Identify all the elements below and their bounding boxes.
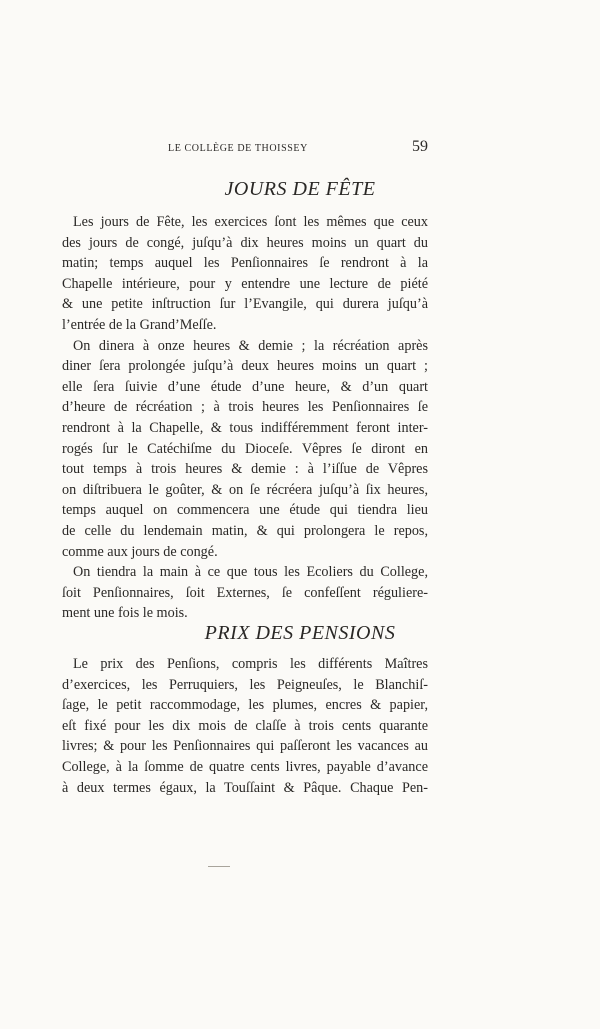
text-line: ment une fois le mois. — [62, 605, 188, 622]
text-line: & une petite inſtruction ſur l’Evangile, qui durera juſqu’à — [62, 296, 428, 313]
text-line: On tiendra la main à ce que tous les Ecoliers du College, — [73, 564, 428, 581]
text-line: Chapelle intérieure, pour y entendre une lecture de piété — [62, 275, 428, 292]
page-number: 59 — [412, 138, 428, 155]
text-line: on diſtribuera le goûter, & on ſe récréera juſqu’à ſix heures, — [62, 481, 428, 498]
text-line: ſage, le petit raccommodage, les plumes, encres & papier, — [62, 697, 428, 714]
text-line: livres; & pour les Penſionnaires qui paſſeront les vacances au — [62, 738, 428, 755]
text-line: l’entrée de la Grand’Meſſe. — [62, 316, 217, 333]
text-line: Le prix des Penſions, compris les différents Maîtres — [73, 656, 428, 672]
text-line: temps auquel on commencera une étude qui tiendra lieu — [62, 502, 428, 519]
text-line: rendront à la Chapelle, & tous indifféremment feront inter- — [62, 419, 428, 436]
section-title-prix-des-pensions: PRIX DES PENSIONS — [204, 622, 396, 644]
text-line: rogés ſur le Catéchiſme du Dioceſe. Vêpres ſe diront en — [62, 440, 428, 457]
text-line: à deux termes égaux, la Touſſaint & Pâque. Chaque Pen- — [62, 779, 428, 796]
text-line: matin; temps auquel les Penſionnaires ſe rendront à la — [62, 255, 428, 272]
section-body-jours-de-fete — [62, 212, 428, 624]
footer-rule — [208, 866, 230, 867]
text-line: College, à la ſomme de quatre cents livres, payable d’avance — [62, 758, 428, 775]
text-line: diner ſera prolongée juſqu’à deux heures moins un quart ; — [62, 358, 428, 375]
text-line: eſt fixé pour les dix mois de claſſe à trois cents quarante — [62, 717, 428, 734]
text-line: d’exercices, les Perruquiers, les Peigneuſes, le Blanchiſ- — [62, 676, 428, 693]
text-line: d’heure de récréation ; à trois heures les Penſionnaires ſe — [62, 399, 428, 416]
text-line: On dinera à onze heures & demie ; la récréation après — [73, 337, 428, 354]
text-line: des jours de congé, juſqu’à dix heures moins un quart du — [62, 234, 428, 251]
section-title-jours-de-fete: JOURS DE FÊTE — [224, 178, 376, 200]
running-head: LE COLLÈGE DE THOISSEY — [168, 143, 308, 154]
text-line: de celle du lendemain matin, & qui prolongera le repos, — [62, 522, 428, 539]
text-line: comme aux jours de congé. — [62, 543, 218, 560]
text-line: tout temps à trois heures & demie : à l’iſſue de Vêpres — [62, 461, 428, 478]
section-body-prix-des-pensions — [62, 654, 428, 798]
text-line: Les jours de Fête, les exercices ſont les mêmes que ceux — [73, 214, 428, 230]
text-line: elle ſera ſuivie d’une étude d’une heure, & d’un quart — [62, 378, 428, 395]
text-line: ſoit Penſionnaires, ſoit Externes, ſe confeſſent réguliere- — [62, 584, 428, 601]
